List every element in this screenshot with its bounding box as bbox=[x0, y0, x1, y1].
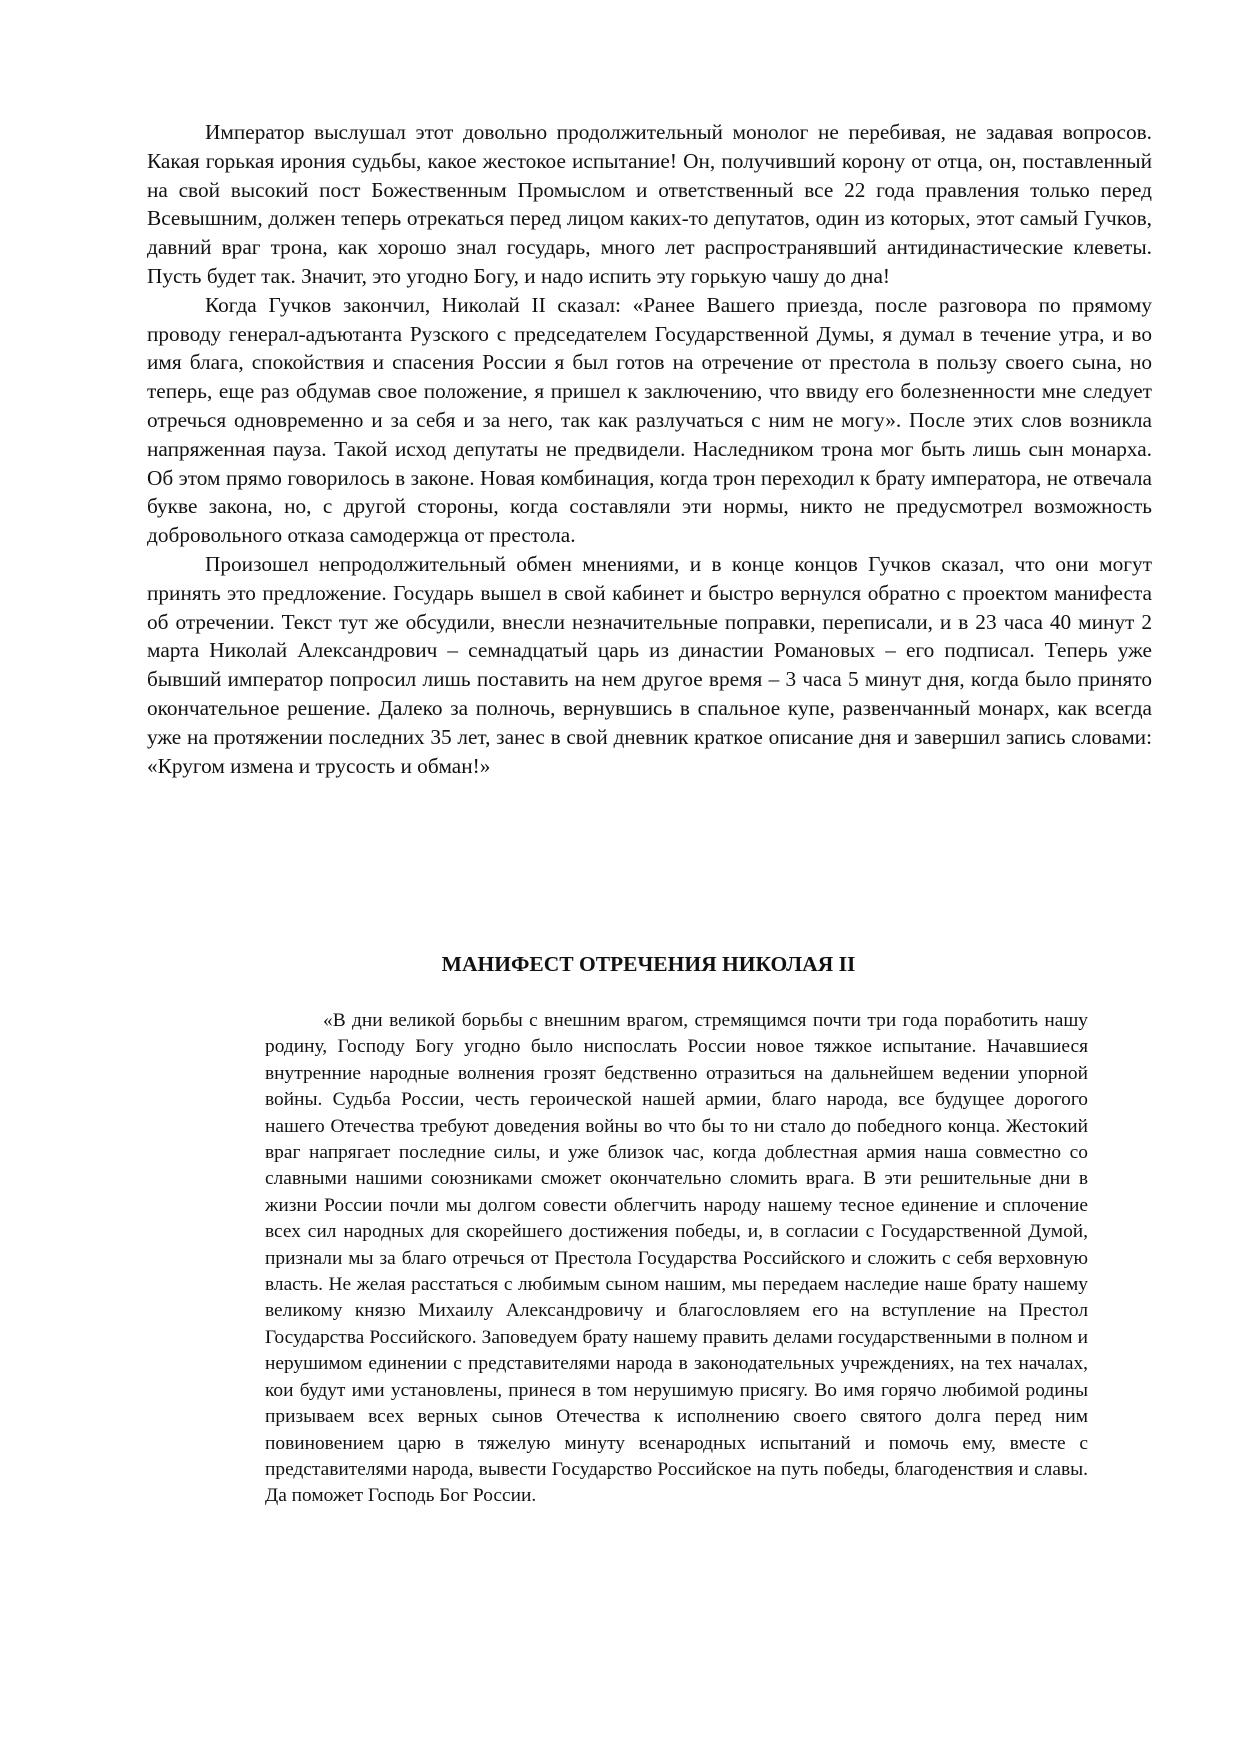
manifest-paragraph: «В дни великой борьбы с внешним врагом, стремящимся почти три года поработить нашу родину, Господу Богу угодно было ниспослать России новое тяжкое испытание. Начавшиеся внутренние народные волнения грозят бедственно отразиться на дальнейшем ведении упорной войны. Судьба России, честь героической нашей армии, благо народа, все будущее дорогого нашего Отечества требуют доведения войны во что бы то ни стало до победного конца. Жестокий враг напрягает последние силы, и уже близок час, когда доблестная армия наша совместно со славными нашими союзниками сможет окончательно сломить врага. В эти решительные дни в жизни России почли мы долгом совести облегчить народу нашему тесное единение и сплочение всех сил народных для скорейшего достижения победы, и, в согласии с Государственной Думой, признали мы за благо отречься от Престола Государства Российского и сложить с себя верховную власть. Не желая расстаться с любимым сыном нашим, мы передаем наследие наше брату нашему великому князю Михаилу Александровичу и благословляем его на вступление на Престол Государства Российского. Заповедуем брату нашему править делами государственными в полном и нерушимом единении с представителями народа в законодательных учреждениях, на тех началах, кои будут ими установлены, принеся в том нерушимую присягу. Во имя горячо любимой родины призываем всех верных сынов Отечества к исполнению своего святого долга перед ним повиновением царю в тяжелую минуту всенародных испытаний и помочь ему, вместе с представителями народа, вывести Государство Российское на путь победы, благоденствия и славы. Да поможет Господь Бог России. bbox=[265, 1010, 1088, 1507]
paragraph: Произошел непродолжительный обмен мнениями, и в конце концов Гучков сказал, что они могут принять это предложение. Государь вышел в свой кабинет и быстро вернулся обратно с проектом манифеста об отречении. Текст тут же обсудили, внесли незначительные поправки, переписали, и в 23 часа 40 минут 2 марта Николай Александрович – семнадцатый царь из династии Романовых – его подписал. Теперь уже бывший император попросил лишь поставить на нем другое время – 3 часа 5 минут дня, когда было принято окончательное решение. Далеко за полночь, вернувшись в спальное купе, развенчанный монарх, как всегда уже на протяжении последних 35 лет, занес в свой дневник краткое описание дня и завершил запись словами: «Кругом измена и трусость и обман!» bbox=[147, 551, 1152, 778]
paragraph: Император выслушал этот довольно продолжительный монолог не перебивая, не задавая вопросов. Какая горькая ирония судьбы, какое жестокое испытание! Он, получивший корону от отца, он, поставленный на свой высокий пост Божественным Промыслом и ответственный все 22 года правления только перед Всевышним, должен теперь отрекаться перед лицом каких-то депутатов, один из которых, этот самый Гучков, давний враг трона, как хорошо знал государь, много лет распространявший антидинастические клеветы. Пусть будет так. Значит, это угодно Богу, и надо испить эту горькую чашу до дна! bbox=[147, 120, 1152, 288]
manifest-quote bbox=[265, 1008, 1088, 1510]
manifest-heading: МАНИФЕСТ ОТРЕЧЕНИЯ НИКОЛАЯ II bbox=[441, 952, 856, 976]
paragraph: Когда Гучков закончил, Николай II сказал: «Ранее Вашего приезда, после разговора по прямому проводу генерал-адъютанта Рузского с председателем Государственной Думы, я думал в течение утра, и во имя блага, спокойствия и спасения России я был готов на отречение от престола в пользу своего сына, но теперь, еще раз обдумав свое положение, я пришел к заключению, что ввиду его болезненности мне следует отречься одновременно и за себя и за него, так как разлучаться с ним не могу». После этих слов возникла напряженная пауза. Такой исход депутаты не предвидели. Наследником трона мог быть лишь сын монарха. Об этом прямо говорилось в законе. Новая комбинация, когда трон переходил к брату императора, не отвечала букве закона, но, с другой стороны, когда составляли эти нормы, никто не предусмотрел возможность добровольного отказа самодержца от престола. bbox=[147, 292, 1152, 548]
narrative-text bbox=[147, 118, 1152, 780]
